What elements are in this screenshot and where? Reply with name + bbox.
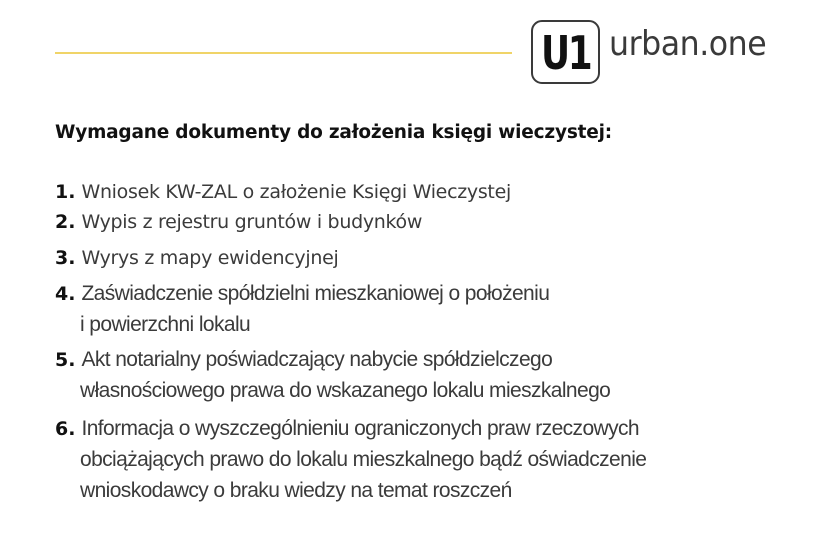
list-item — [55, 278, 549, 340]
item-text: Wyrys z mapy ewidencyjnej — [81, 247, 339, 269]
item-text: Wypis z rejestru gruntów i budynków — [81, 211, 423, 233]
list-item — [55, 207, 422, 238]
item-number: 4. — [55, 283, 76, 305]
item-number: 1. — [55, 181, 76, 203]
brand-name: urban.one — [609, 24, 767, 64]
list-item — [55, 177, 511, 208]
list-item — [55, 344, 610, 406]
logo-mark: U1 — [540, 26, 591, 80]
document-title: Wymagane dokumenty do założenia księgi wieczystej: — [55, 122, 612, 143]
item-text-continuation: obciążających prawo do lokalu mieszkalnego bądź oświadczenie — [80, 448, 647, 471]
list-item — [55, 243, 338, 274]
item-text: Informacja o wyszczególnieniu ograniczonych praw rzeczowych — [81, 417, 639, 440]
item-number: 5. — [55, 349, 76, 371]
item-text-continuation: wnioskodawcy o braku wiedzy na temat roszczeń — [80, 479, 512, 502]
item-text-continuation: i powierzchni lokalu — [80, 313, 251, 336]
item-text: Wniosek KW-ZAL o założenie Księgi Wieczystej — [81, 181, 511, 203]
list-item — [55, 413, 646, 506]
item-number: 2. — [55, 211, 76, 233]
item-number: 6. — [55, 418, 76, 440]
item-text-continuation: własnościowego prawa do wskazanego lokalu mieszkalnego — [80, 379, 611, 402]
item-number: 3. — [55, 247, 76, 269]
accent-divider-line — [55, 52, 512, 54]
item-text: Zaświadczenie spółdzielni mieszkaniowej o położeniu — [81, 282, 550, 305]
item-text: Akt notarialny poświadczający nabycie spółdzielczego — [81, 348, 553, 371]
brand-logo-icon — [531, 20, 600, 84]
